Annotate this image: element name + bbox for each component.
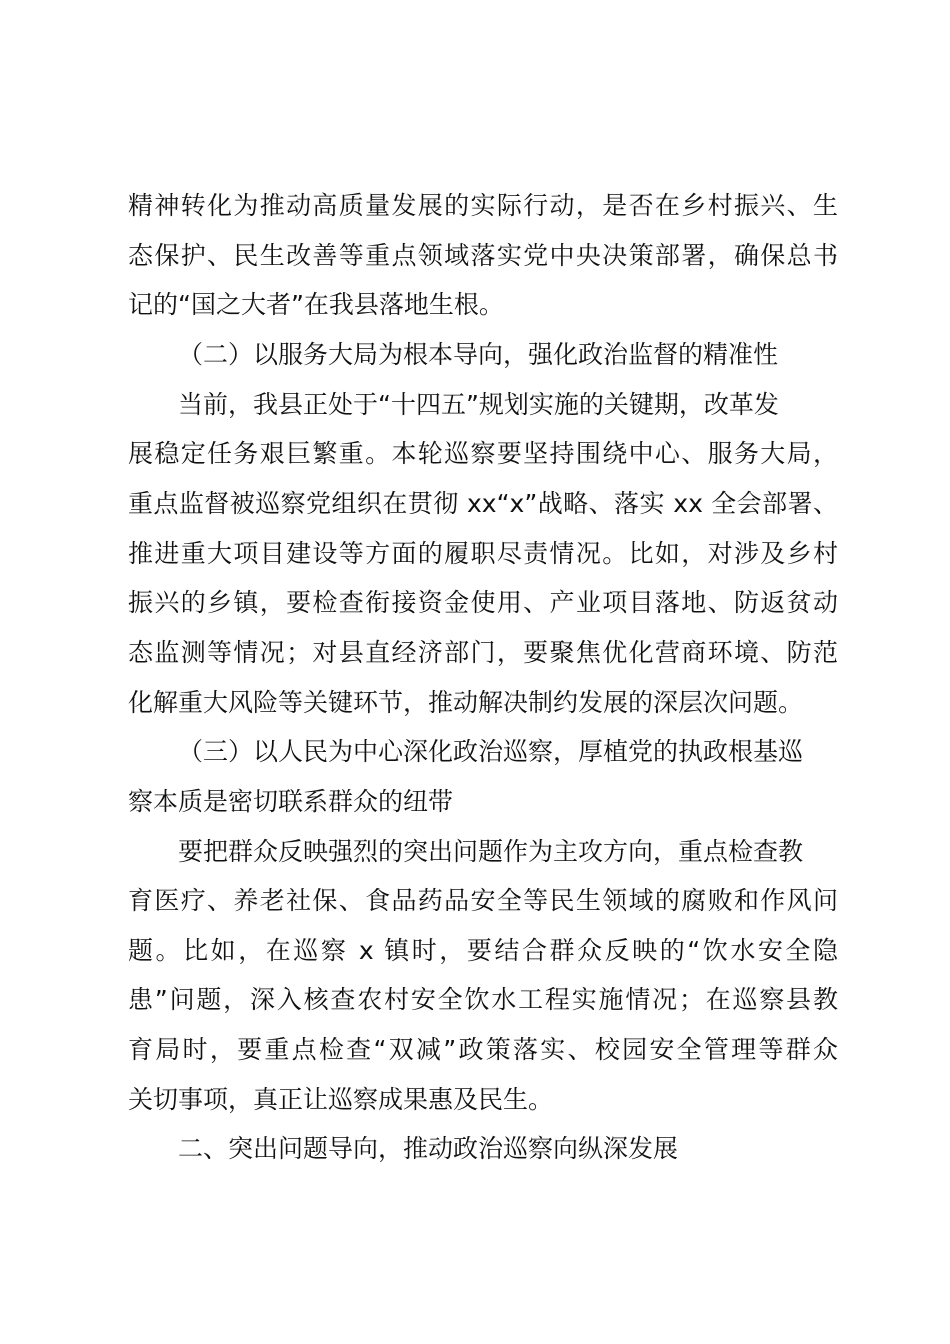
paragraph-line: 振兴的乡镇，要检查衔接资金使用、产业项目落地、防返贫动 — [128, 588, 838, 617]
paragraph-line: 记的“国之大者”在我县落地生根。 — [128, 290, 504, 319]
paragraph-line: 患”问题，深入核查农村安全饮水工程实施情况；在巡察县教 — [128, 985, 838, 1014]
section-heading: （三）以人民为中心深化政治巡察，厚植党的执政根基巡 — [178, 737, 804, 766]
paragraph-line: 态保护、民生改善等重点领域落实党中央决策部署，确保总书 — [128, 241, 838, 270]
paragraph-line: 当前，我县正处于“十四五”规划实施的关键期，改革发 — [178, 390, 779, 419]
paragraph-line: 育医疗、养老社保、食品药品安全等民生领域的腐败和作风问 — [128, 886, 838, 915]
section-heading: （二）以服务大局为根本导向，强化政治监督的精准性 — [178, 340, 779, 369]
chapter-heading: 二、突出问题导向，推动政治巡察向纵深发展 — [178, 1134, 679, 1163]
paragraph-line: 要把群众反映强烈的突出问题作为主攻方向，重点检查教 — [178, 837, 804, 866]
section-heading: 察本质是密切联系群众的纽带 — [128, 787, 454, 816]
paragraph-line: 育局时，要重点检查“双减”政策落实、校园安全管理等群众 — [128, 1035, 838, 1064]
paragraph-line: 关切事项，真正让巡察成果惠及民生。 — [128, 1085, 554, 1114]
paragraph-line: 展稳定任务艰巨繁重。本轮巡察要坚持围绕中心、服务大局， — [128, 439, 838, 468]
paragraph-line: 化解重大风险等关键环节，推动解决制约发展的深层次问题。 — [128, 688, 804, 717]
paragraph-line: 题。比如，在巡察 x 镇时，要结合群众反映的“饮水安全隐 — [128, 936, 838, 965]
paragraph-line: 重点监督被巡察党组织在贯彻 xx“x”战略、落实 xx 全会部署、 — [128, 489, 838, 518]
paragraph-line: 态监测等情况；对县直经济部门，要聚焦优化营商环境、防范 — [128, 638, 838, 667]
paragraph-line: 精神转化为推动高质量发展的实际行动，是否在乡村振兴、生 — [128, 191, 838, 220]
paragraph-line: 推进重大项目建设等方面的履职尽责情况。比如，对涉及乡村 — [128, 539, 838, 568]
